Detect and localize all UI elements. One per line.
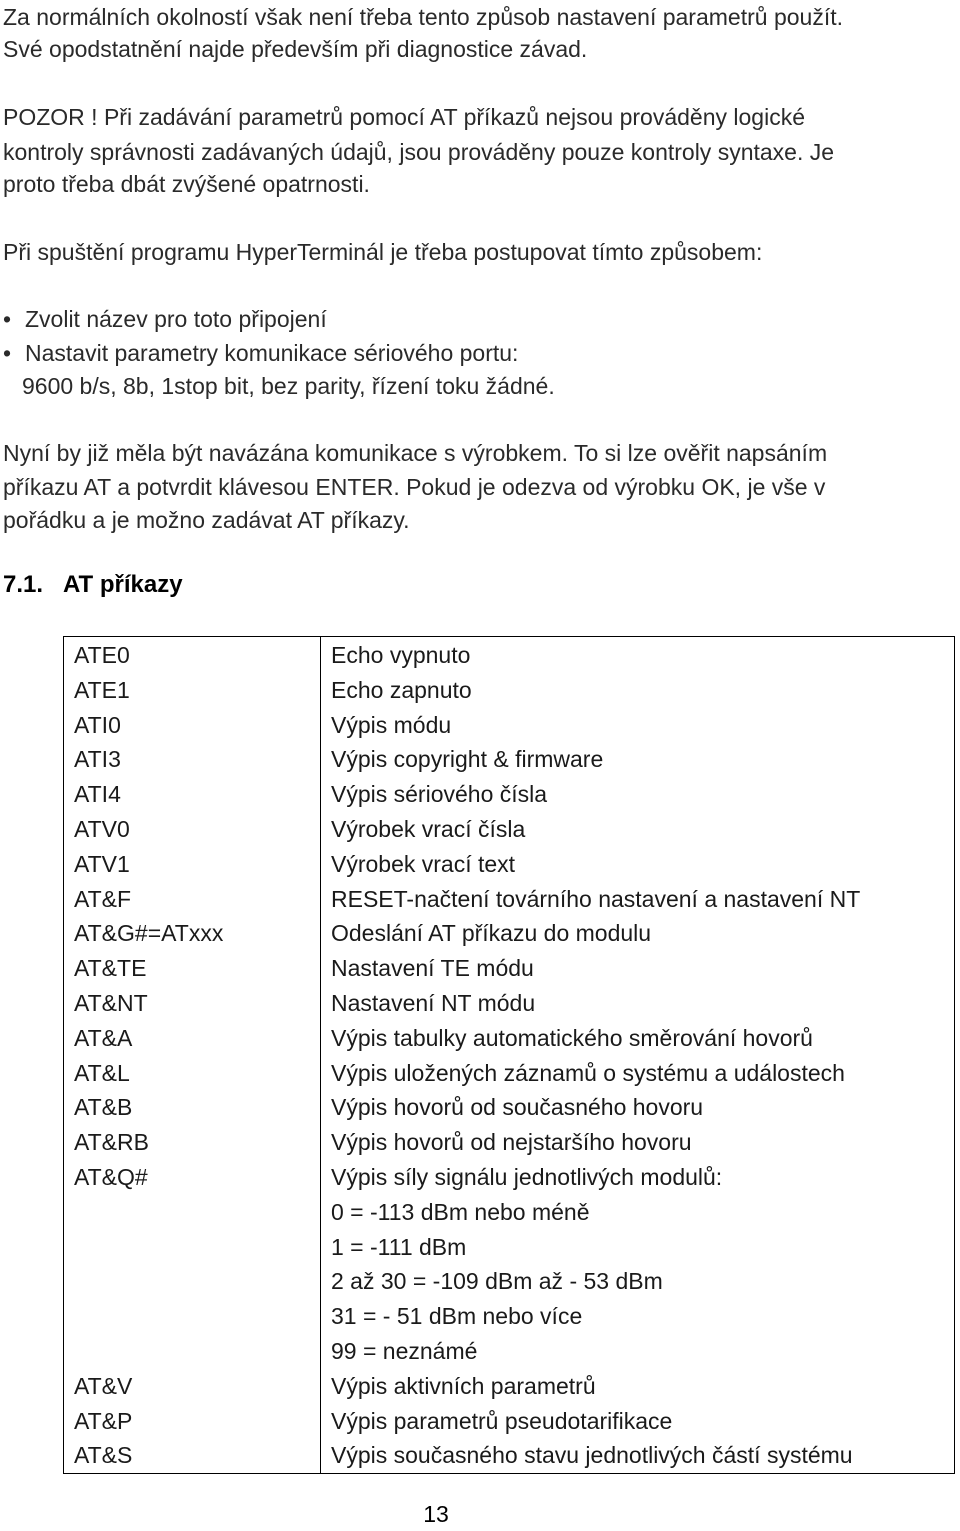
description-cell: Výpis tabulky automatického směrování hovorů [331, 1024, 813, 1051]
descriptions-column [321, 637, 955, 1474]
description-cell: 99 = neznámé [331, 1337, 478, 1364]
command-cell: ATI4 [74, 781, 121, 808]
command-cell: AT&RB [74, 1129, 149, 1156]
description-cell: 0 = -113 dBm nebo méně [331, 1198, 590, 1225]
command-cell: ATI3 [74, 746, 121, 773]
command-cell: AT&TE [74, 955, 147, 982]
section-title: AT příkazy [63, 571, 183, 598]
command-cell: AT&A [74, 1024, 133, 1051]
section-number: 7.1. [3, 571, 44, 598]
description-cell: Výpis aktivních parametrů [331, 1372, 596, 1399]
page-number: 13 [423, 1501, 449, 1527]
section-heading [3, 568, 183, 602]
bullet-icon: • [3, 340, 12, 366]
description-cell: Nastavení NT módu [331, 989, 536, 1016]
command-cell [74, 1230, 310, 1265]
intro-line-1: Za normálních okolností však není třeba tento způsob nastavení parametrů použít. [3, 4, 843, 30]
bullet-item-port [3, 336, 518, 370]
command-cell: ATV1 [74, 850, 130, 877]
table-row [64, 637, 955, 1474]
command-cell: ATV0 [74, 815, 130, 842]
command-cell: AT&B [74, 1094, 133, 1121]
hyperterminal-intro: Při spuštění programu HyperTerminál je třeba postupovat tímto způsobem: [3, 239, 763, 265]
command-cell [74, 1264, 310, 1299]
warning-line-2: kontroly správnosti zadávaných údajů, jsou prováděny pouze kontroly syntaxe. Je [3, 139, 835, 165]
command-cell: AT&Q# [74, 1163, 148, 1190]
description-cell: Echo vypnuto [331, 642, 471, 668]
description-cell: Výpis copyright & firmware [331, 746, 604, 773]
command-cell: AT&G#=ATxxx [74, 920, 224, 947]
command-cell: ATI0 [74, 711, 121, 738]
warning-line-1: POZOR ! Při zadávání parametrů pomocí AT příkazů nejsou prováděny logické [3, 104, 805, 130]
description-cell: Výpis současného stavu jednotlivých částí systému [331, 1442, 853, 1469]
description-cell: Výpis sériového čísla [331, 781, 548, 808]
port-parameters: 9600 b/s, 8b, 1stop bit, bez parity, řízení toku žádné. [22, 373, 555, 399]
description-cell: Výpis parametrů pseudotarifikace [331, 1407, 673, 1434]
description-cell: Odeslání AT příkazu do modulu [331, 920, 652, 947]
description-cell: Nastavení TE módu [331, 955, 534, 982]
command-cell [74, 1299, 310, 1334]
warning-line-3: proto třeba dbát zvýšené opatrnosti. [3, 171, 370, 197]
command-cell: AT&P [74, 1407, 133, 1434]
command-cell [74, 1195, 310, 1230]
intro-line-2: Své opodstatnění najde především při diagnostice závad. [3, 36, 588, 62]
command-cell: ATE0 [74, 642, 130, 668]
description-cell: Echo zapnuto [331, 676, 472, 703]
description-cell: Výpis hovorů od současného hovoru [331, 1094, 704, 1121]
description-cell: Výrobek vrací text [331, 850, 516, 877]
description-cell: Výpis módu [331, 711, 452, 738]
command-cell: AT&F [74, 885, 132, 912]
verify-line-2: příkazu AT a potvrdit klávesou ENTER. Pokud je odezva od výrobku OK, je vše v [3, 474, 826, 500]
description-cell: Výpis uložených záznamů o systému a událostech [331, 1059, 845, 1086]
bullet-text: Nastavit parametry komunikace sériového portu: [25, 340, 519, 366]
commands-column [64, 637, 321, 1474]
command-cell: AT&L [74, 1059, 130, 1086]
bullet-item-name [3, 302, 327, 336]
description-cell: 1 = -111 dBm [331, 1233, 467, 1260]
description-cell: Výrobek vrací čísla [331, 815, 526, 842]
command-cell: AT&S [74, 1442, 133, 1469]
command-cell: ATE1 [74, 676, 130, 703]
description-cell: RESET-načtení továrního nastavení a nastavení NT [331, 885, 861, 912]
description-cell: 2 až 30 = -109 dBm až - 53 dBm [331, 1268, 663, 1295]
bullet-icon: • [3, 306, 12, 332]
command-cell [74, 1334, 310, 1369]
at-commands-table [63, 636, 955, 1474]
command-cell: AT&V [74, 1372, 133, 1399]
description-cell: Výpis hovorů od nejstaršího hovoru [331, 1129, 692, 1156]
verify-line-3: pořádku a je možno zadávat AT příkazy. [3, 507, 410, 533]
verify-line-1: Nyní by již měla být navázána komunikace s výrobkem. To si lze ověřit napsáním [3, 440, 828, 466]
description-cell: 31 = - 51 dBm nebo více [331, 1303, 583, 1330]
bullet-text: Zvolit název pro toto připojení [25, 306, 327, 332]
description-cell: Výpis síly signálu jednotlivých modulů: [331, 1163, 723, 1190]
command-cell: AT&NT [74, 989, 148, 1016]
